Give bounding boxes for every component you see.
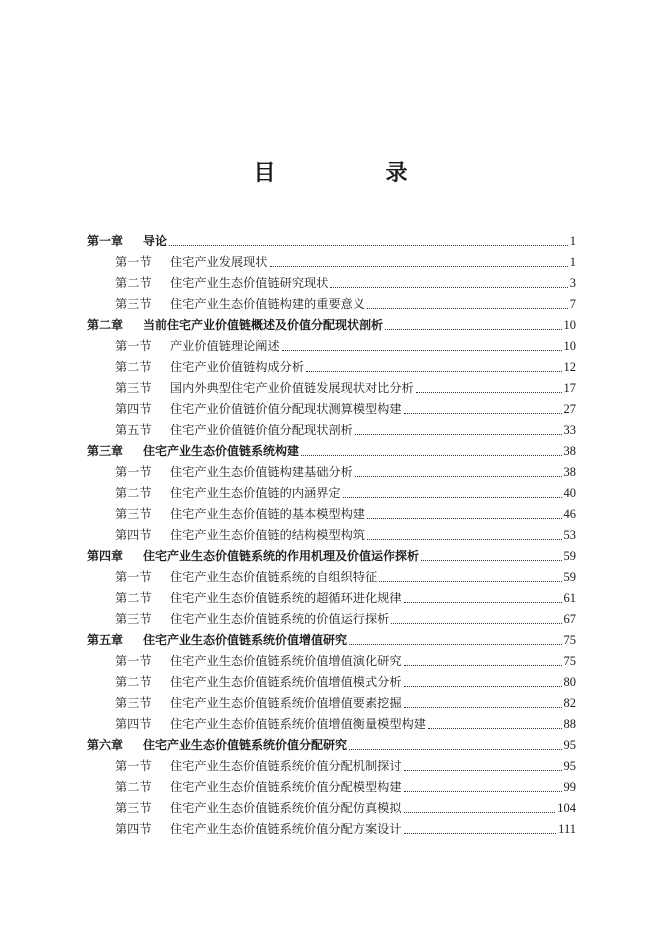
entry-number: 第三节 (115, 696, 152, 710)
entry-number: 第二节 (115, 780, 152, 794)
toc-section-entry[interactable] (87, 694, 576, 715)
entry-number: 第一节 (115, 255, 152, 269)
dot-leader (330, 287, 567, 288)
entry-number: 第五章 (87, 633, 124, 647)
entry-title: 当前住宅产业价值链概述及价值分配现状剖析 (143, 318, 384, 332)
entry-number: 第一节 (115, 654, 152, 668)
entry-title: 住宅产业生态价值链系统价值分配研究 (143, 738, 348, 752)
dot-leader (404, 665, 562, 666)
toc-section-entry[interactable] (87, 715, 576, 736)
entry-number: 第三节 (115, 801, 152, 815)
entry-title: 导论 (143, 234, 168, 248)
entry-title: 国内外典型住宅产业价值链发展现状对比分析 (170, 381, 414, 395)
entry-number: 第二节 (115, 486, 152, 500)
entry-title: 住宅产业生态价值链的基本模型构建 (170, 507, 365, 521)
entry-title: 产业价值链理论阐述 (170, 339, 280, 353)
dot-leader (349, 644, 561, 645)
entry-number: 第三节 (115, 507, 152, 521)
dot-leader (355, 476, 562, 477)
dot-leader (404, 770, 562, 771)
page-number: 59 (563, 549, 576, 563)
entry-number: 第四节 (115, 528, 152, 542)
page-number: 46 (563, 507, 576, 521)
entry-number: 第二节 (115, 675, 152, 689)
entry-title: 住宅产业发展现状 (170, 255, 268, 269)
toc-chapter-entry[interactable] (87, 442, 576, 463)
entry-title: 住宅产业生态价值链系统价值分配模型构建 (170, 780, 402, 794)
entry-title: 住宅产业生态价值链系统价值增值衡量模型构建 (170, 717, 426, 731)
page-number: 10 (563, 318, 576, 332)
toc-section-entry[interactable] (87, 253, 576, 274)
entry-title: 住宅产业价值链构成分析 (170, 360, 305, 374)
page-number: 111 (558, 822, 576, 836)
dot-leader (416, 392, 562, 393)
toc-chapter-entry[interactable] (87, 736, 576, 757)
entry-number: 第六章 (87, 738, 124, 752)
toc-section-entry[interactable] (87, 337, 576, 358)
dot-leader (306, 371, 561, 372)
toc-section-entry[interactable] (87, 484, 576, 505)
entry-title: 住宅产业生态价值链系统的价值运行探析 (170, 612, 390, 626)
toc-section-entry[interactable] (87, 463, 576, 484)
page-number: 40 (563, 486, 576, 500)
toc-section-entry[interactable] (87, 757, 576, 778)
entry-title: 住宅产业生态价值链构建基础分析 (170, 465, 353, 479)
toc-section-entry[interactable] (87, 610, 576, 631)
dot-leader (343, 497, 562, 498)
page-number: 17 (563, 381, 576, 395)
entry-title: 住宅产业生态价值链系统价值增值要素挖掘 (170, 696, 402, 710)
page-title: 目 录 (253, 160, 452, 186)
dot-leader (404, 686, 562, 687)
entry-number: 第一章 (87, 234, 124, 248)
dot-leader (379, 581, 561, 582)
entry-number: 第三节 (115, 381, 152, 395)
entry-number: 第一节 (115, 465, 152, 479)
entry-title: 住宅产业生态价值链的内涵界定 (170, 486, 341, 500)
dot-leader (404, 602, 562, 603)
page-number: 59 (563, 570, 576, 584)
toc-section-entry[interactable] (87, 421, 576, 442)
dot-leader (404, 812, 556, 813)
dot-leader (428, 728, 562, 729)
dot-leader (282, 350, 562, 351)
toc-section-entry[interactable] (87, 379, 576, 400)
entry-number: 第四节 (115, 717, 152, 731)
dot-leader (367, 518, 562, 519)
page-number: 61 (563, 591, 576, 605)
page-number: 12 (563, 360, 576, 374)
page-number: 7 (569, 297, 576, 311)
dot-leader (349, 749, 561, 750)
toc-section-entry[interactable] (87, 400, 576, 421)
dot-leader (421, 560, 561, 561)
page-number: 99 (563, 780, 576, 794)
entry-title: 住宅产业生态价值链系统构建 (143, 444, 300, 458)
entry-number: 第三节 (115, 297, 152, 311)
page-number: 3 (569, 276, 576, 290)
page-number: 33 (563, 423, 576, 437)
dot-leader (367, 308, 568, 309)
dot-leader (404, 413, 562, 414)
entry-title: 住宅产业生态价值链的结构模型构筑 (170, 528, 365, 542)
entry-number: 第一节 (115, 759, 152, 773)
entry-number: 第四节 (115, 402, 152, 416)
toc-section-entry[interactable] (87, 820, 576, 841)
toc-section-entry[interactable] (87, 358, 576, 379)
table-of-contents (87, 232, 576, 841)
entry-title: 住宅产业生态价值链系统价值分配机制探讨 (170, 759, 402, 773)
entry-title: 住宅产业价值链价值分配现状剖析 (170, 423, 353, 437)
dot-leader (385, 329, 561, 330)
entry-title: 住宅产业生态价值链系统的自组织特征 (170, 570, 378, 584)
dot-leader (391, 623, 561, 624)
page-number: 75 (563, 654, 576, 668)
toc-chapter-entry[interactable] (87, 631, 576, 652)
toc-section-entry[interactable] (87, 799, 576, 820)
toc-section-entry[interactable] (87, 568, 576, 589)
toc-section-entry[interactable] (87, 652, 576, 673)
toc-chapter-entry[interactable] (87, 316, 576, 337)
entry-title: 住宅产业生态价值链系统的超循环进化规律 (170, 591, 402, 605)
toc-section-entry[interactable] (87, 589, 576, 610)
dot-leader (404, 791, 562, 792)
entry-number: 第二章 (87, 318, 124, 332)
entry-number: 第二节 (115, 591, 152, 605)
page-number: 1 (569, 234, 576, 248)
page-number: 38 (563, 444, 576, 458)
toc-section-entry[interactable] (87, 505, 576, 526)
dot-leader (355, 434, 562, 435)
dot-leader (301, 455, 561, 456)
toc-section-entry[interactable] (87, 673, 576, 694)
page-number: 53 (563, 528, 576, 542)
entry-number: 第三章 (87, 444, 124, 458)
dot-leader (270, 266, 568, 267)
page-number: 95 (563, 759, 576, 773)
dot-leader (367, 539, 562, 540)
entry-title: 住宅产业生态价值链系统价值增值模式分析 (170, 675, 402, 689)
entry-title: 住宅产业生态价值链系统价值分配方案设计 (170, 822, 402, 836)
toc-chapter-entry[interactable] (87, 232, 576, 253)
page-number: 67 (563, 612, 576, 626)
entry-number: 第一节 (115, 570, 152, 584)
entry-title: 住宅产业生态价值链系统价值增值演化研究 (170, 654, 402, 668)
dot-leader (404, 833, 557, 834)
page-number: 82 (563, 696, 576, 710)
entry-title: 住宅产业生态价值链研究现状 (170, 276, 329, 290)
toc-section-entry[interactable] (87, 526, 576, 547)
page-number: 38 (563, 465, 576, 479)
entry-number: 第四章 (87, 549, 124, 563)
dot-leader (404, 707, 562, 708)
page-number: 88 (563, 717, 576, 731)
page-number: 104 (557, 801, 576, 815)
toc-section-entry[interactable] (87, 778, 576, 799)
page-number: 1 (569, 255, 576, 269)
entry-title: 住宅产业价值链价值分配现状测算模型构建 (170, 402, 402, 416)
toc-section-entry[interactable] (87, 295, 576, 316)
dot-leader (169, 245, 568, 246)
entry-number: 第四节 (115, 822, 152, 836)
entry-number: 第三节 (115, 612, 152, 626)
page-number: 80 (563, 675, 576, 689)
toc-chapter-entry[interactable] (87, 547, 576, 568)
page-number: 95 (563, 738, 576, 752)
entry-number: 第一节 (115, 339, 152, 353)
page-number: 75 (563, 633, 576, 647)
page-number: 27 (563, 402, 576, 416)
entry-title: 住宅产业生态价值链系统价值分配仿真模拟 (170, 801, 402, 815)
entry-title: 住宅产业生态价值链系统的作用机理及价值运作探析 (143, 549, 420, 563)
entry-title: 住宅产业生态价值链构建的重要意义 (170, 297, 365, 311)
entry-number: 第二节 (115, 360, 152, 374)
toc-section-entry[interactable] (87, 274, 576, 295)
entry-number: 第五节 (115, 423, 152, 437)
entry-number: 第二节 (115, 276, 152, 290)
entry-title: 住宅产业生态价值链系统价值增值研究 (143, 633, 348, 647)
page-number: 10 (563, 339, 576, 353)
